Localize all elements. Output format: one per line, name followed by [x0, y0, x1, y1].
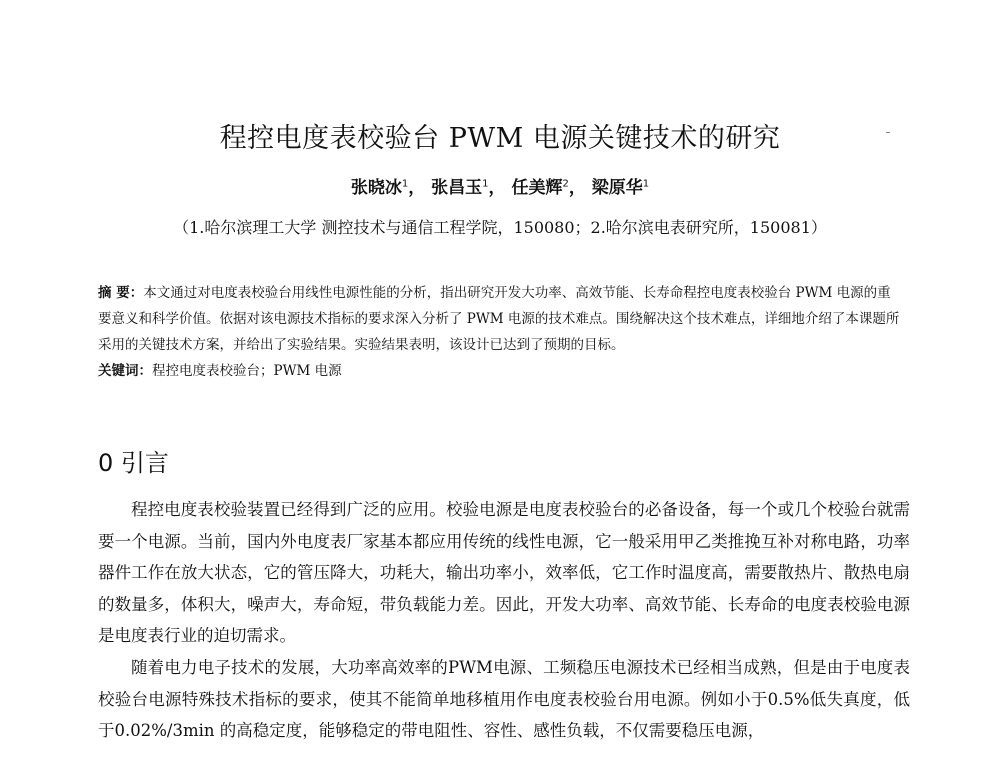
author-affiliation-mark: 1 [482, 178, 489, 190]
author-affiliation-mark: 1 [642, 178, 650, 190]
abstract-text: 本文通过对电度表校验台用线性电源性能的分析，指出研究开发大功率、高效节能、长寿命程控电度表校验台 PWM 电源的重要意义和科学价值。依据对该电源技术指标的要求深入分析了 PWM 电源的技术难点。围绕解决这个技术难点，详细地介绍了本课题所采用的关键技术方案，并给出了实验结果。实验结果表明，该设计已达到了预期的目标。 [98, 285, 900, 353]
author-name: 张昌玉 [431, 178, 483, 198]
author-separator: ， [408, 178, 426, 198]
author-list [0, 173, 1000, 198]
author-name: 张晓冰 [350, 178, 402, 198]
abstract [98, 280, 902, 358]
abstract-label: 摘 要： [98, 285, 144, 301]
author-name: 任美辉 [511, 178, 563, 198]
author-name: 梁原华 [591, 178, 643, 198]
paper-title: 程控电度表校验台 PWM 电源关键技术的研究 [219, 123, 781, 154]
author-separator: ， [568, 178, 586, 198]
keywords [98, 358, 902, 384]
author-affiliation-mark: 1 [401, 178, 409, 190]
author-separator: ， [488, 178, 506, 198]
affiliation-line: （1.哈尔滨理工大学 测控技术与通信工程学院，150080；2.哈尔滨电表研究所，150081） [173, 218, 827, 237]
body-paragraph: 程控电度表校验装置已经得到广泛的应用。校验电源是电度表校验台的必备设备，每一个或几个校验台就需要一个电源。当前，国内外电度表厂家基本都应用传统的线性电源，它一般采用甲乙类推挽互补对称电路，功率器件工作在放大状态，它的管压降大，功耗大，输出功率小，效率低，它工作时温度高，需要散热片、散热电扇的数量多，体积大，噪声大，寿命短，带负载能力差。因此，开发大功率、高效节能、长寿命的电度表校验电源是电度表行业的迫切需求。 [98, 500, 910, 646]
author-affiliation-mark: 2 [562, 178, 569, 190]
body-paragraph: 随着电力电子技术的发展，大功率高效率的PWM电源、工频稳压电源技术已经相当成熟，但是由于电度表校验台电源特殊技术指标的要求，使其不能简单地移植用作电度表校验台用电源。例如小于0.5%低失真度，低于0.02%/3min 的高稳定度，能够稳定的带电阻性、容性、感性负载，不仅需要稳压电源， [98, 657, 910, 741]
body-text [98, 494, 910, 747]
section-heading: 0 引言 [98, 449, 169, 477]
keywords-label: 关键词： [98, 363, 152, 379]
keywords-text: 程控电度表校验台；PWM 电源 [152, 363, 342, 379]
